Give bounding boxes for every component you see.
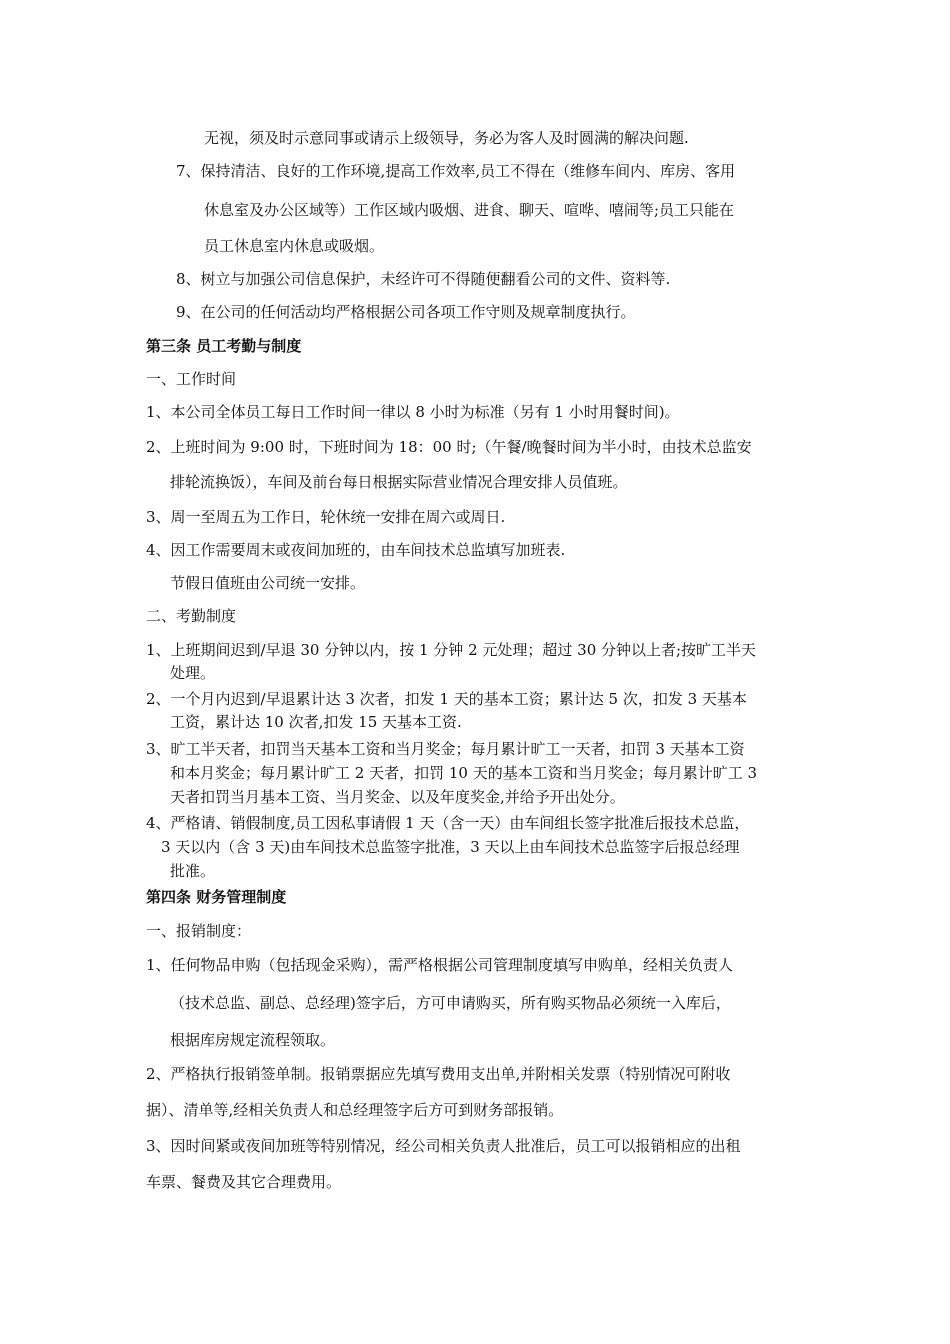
holiday-duty-note: 节假日值班由公司统一安排。 — [170, 574, 366, 592]
reimbursement-item-2-line-2: 据）、清单等,经相关负责人和总经理签字后方可到财务部报销。 — [146, 1101, 564, 1119]
rule-6-continuation: 无视，须及时示意同事或请示上级领导，务必为客人及时圆满的解决问题. — [204, 129, 689, 147]
attendance-item-1-line-2: 处理。 — [170, 664, 216, 682]
work-time-item-2-line-2: 排轮流换饭），车间及前台每日根据实际营业情况合理安排人员值班。 — [170, 473, 628, 491]
reimbursement-item-1-line-1: 1、任何物品申购（包括现金采购），需严格根据公司管理制度填写申购单，经相关负责人 — [146, 956, 734, 974]
rule-7-line-2: 休息室及办公区域等）工作区域内吸烟、进食、聊天、喧哗、嘻闹等;员工只能在 — [204, 201, 735, 219]
reimbursement-subheading: 一、报销制度： — [146, 922, 252, 940]
attendance-item-2-line-2: 工资，累计达 10 次者,扣发 15 天基本工资. — [170, 713, 462, 731]
work-time-subheading: 一、工作时间 — [146, 370, 237, 388]
reimbursement-item-1-line-2: （技术总监、副总、总经理)签字后，方可申请购买，所有购买物品必须统一入库后， — [170, 994, 731, 1012]
attendance-item-1-line-1: 1、上班期间迟到/早退 30 分钟以内，按 1 分钟 2 元处理；超过 30 分钟以上者;按旷工半天 — [146, 641, 757, 659]
attendance-subheading: 二、考勤制度 — [146, 607, 237, 625]
attendance-item-3-line-1: 3、旷工半天者，扣罚当天基本工资和当月奖金；每月累计旷工一天者，扣罚 3 天基本工资 — [146, 740, 745, 758]
attendance-item-2-line-1: 2、一个月内迟到/早退累计达 3 次者，扣发 1 天的基本工资；累计达 5 次，扣发 3 天基本 — [146, 690, 747, 708]
article-3-heading: 第三条 员工考勤与制度 — [146, 337, 302, 355]
work-time-item-2-line-1: 2、上班时间为 9:00 时，下班时间为 18：00 时;（午餐/晚餐时间为半小时，由技术总监安 — [146, 438, 752, 456]
attendance-item-4-line-1: 4、严格请、销假制度,员工因私事请假 1 天（含一天）由车间组长签字批准后报技术总监， — [146, 814, 750, 832]
attendance-item-4-line-2: 3 天以内（含 3 天)由车间技术总监签字批准，3 天以上由车间技术总监签字后报总经理 — [161, 838, 740, 856]
rule-9: 9、在公司的任何活动均严格根据公司各项工作守则及规章制度执行。 — [176, 303, 636, 321]
rule-7-line-1: 7、保持清洁、良好的工作环境,提高工作效率,员工不得在（维修车间内、库房、客用 — [176, 162, 736, 180]
rule-8: 8、树立与加强公司信息保护，未经许可不得随便翻看公司的文件、资料等. — [176, 270, 671, 288]
rule-7-line-3: 员工休息室内休息或吸烟。 — [204, 237, 385, 255]
attendance-item-4-line-3: 批准。 — [170, 862, 216, 880]
reimbursement-item-2-line-1: 2、严格执行报销签单制。报销票据应先填写费用支出单,并附相关发票（特别情况可附收 — [146, 1065, 731, 1083]
reimbursement-item-3-line-2: 车票、餐费及其它合理费用。 — [146, 1173, 342, 1191]
attendance-item-3-line-2: 和本月奖金；每月累计旷工 2 天者，扣罚 10 天的基本工资和当月奖金；每月累计旷工 3 — [170, 764, 758, 782]
work-time-item-3: 3、周一至周五为工作日，轮休统一安排在周六或周日. — [146, 508, 506, 526]
attendance-item-3-line-3: 天者扣罚当月基本工资、当月奖金、以及年度奖金,并给予开出处分。 — [170, 788, 625, 806]
work-time-item-1: 1、本公司全体员工每日工作时间一律以 8 小时为标准（另有 1 小时用餐时间)。 — [146, 403, 680, 421]
article-4-heading: 第四条 财务管理制度 — [146, 888, 287, 906]
reimbursement-item-1-line-3: 根据库房规定流程领取。 — [170, 1031, 336, 1049]
work-time-item-4: 4、因工作需要周末或夜间加班的，由车间技术总监填写加班表. — [146, 541, 566, 559]
reimbursement-item-3-line-1: 3、因时间紧或夜间加班等特别情况，经公司相关负责人批准后，员工可以报销相应的出租 — [146, 1137, 741, 1155]
